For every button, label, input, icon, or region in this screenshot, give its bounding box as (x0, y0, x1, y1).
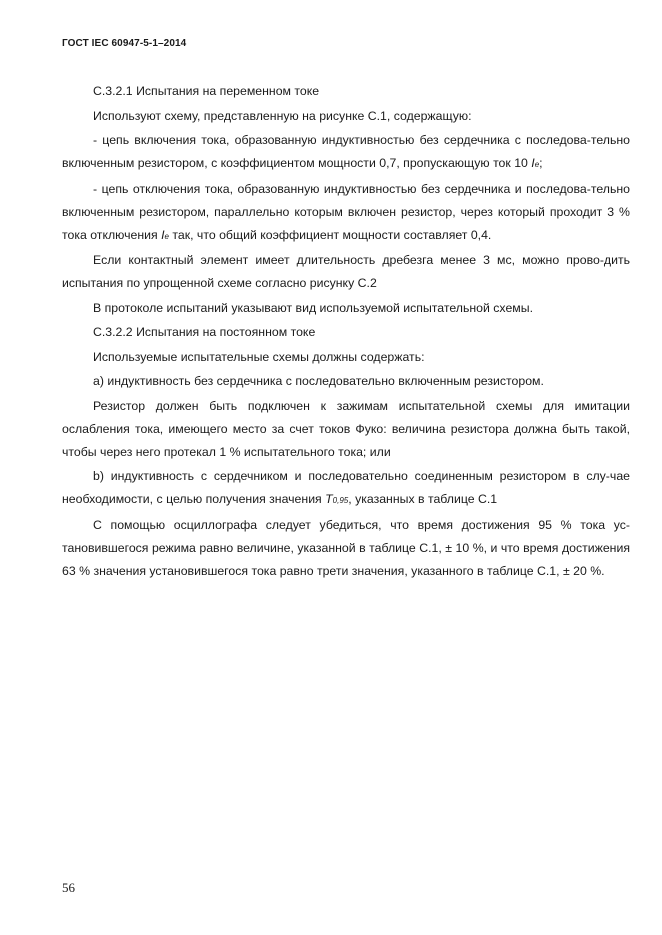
document-header: ГОСТ IEC 60947-5-1–2014 (62, 38, 187, 49)
document-body (62, 80, 630, 583)
list-item-closing-circuit: - цепь включения тока, образованную индуктивностью без сердечника с последова-тельно включенным резистором, с коэффициентом мощности 0,7, пропускающую ток 10 Ie; (62, 133, 630, 170)
paragraph: Резистор должен быть подключен к зажимам испытательной схемы для имитации ослабления тока, имеющего место за счет токов Фуко: величина резистора должна быть такой, чтобы через него протекал 1 % испытательного тока; или (62, 398, 630, 459)
paragraph: Используемые испытательные схемы должны содержать: (93, 349, 425, 364)
page-number: 56 (62, 880, 75, 895)
paragraph: Используют схему, представленную на рисунке С.1, содержащую: (93, 108, 472, 123)
paragraph: В протоколе испытаний указывают вид используемой испытательной схемы. (93, 300, 533, 315)
paragraph: Если контактный элемент имеет длительность дребезга менее 3 мс, можно прово-дить испытания по упрощенной схеме согласно рисунку С.2 (62, 253, 630, 290)
list-item-breaking-circuit: - цепь отключения тока, образованную индуктивностью без сердечника и последова-тельно включенным резистором, параллельно которым включен резистор, через который проходит 3 % тока отключения Ie так, что общий коэффициент мощности составляет 0,4. (62, 181, 630, 242)
section-heading-c3-2-2: С.3.2.2 Испытания на постоянном токе (93, 325, 316, 339)
paragraph: С помощью осциллографа следует убедиться, что время достижения 95 % тока ус-тановившегося режима равно величине, указанной в таблице С.1, ± 10 %, и что время достижения 63 % значения установившегося тока равно трети значения, указанного в таблице С.1, ± 20 %. (62, 517, 630, 578)
list-item-b: b) индуктивность с сердечником и последовательно соединенным резистором в слу-чае необходимости, с целью получения значения T0,95, указанных в таблице С.1 (62, 469, 630, 506)
section-heading-c3-2-1: С.3.2.1 Испытания на переменном токе (93, 84, 320, 98)
list-item-a: а) индуктивность без сердечника с последовательно включенным резистором. (93, 374, 544, 388)
